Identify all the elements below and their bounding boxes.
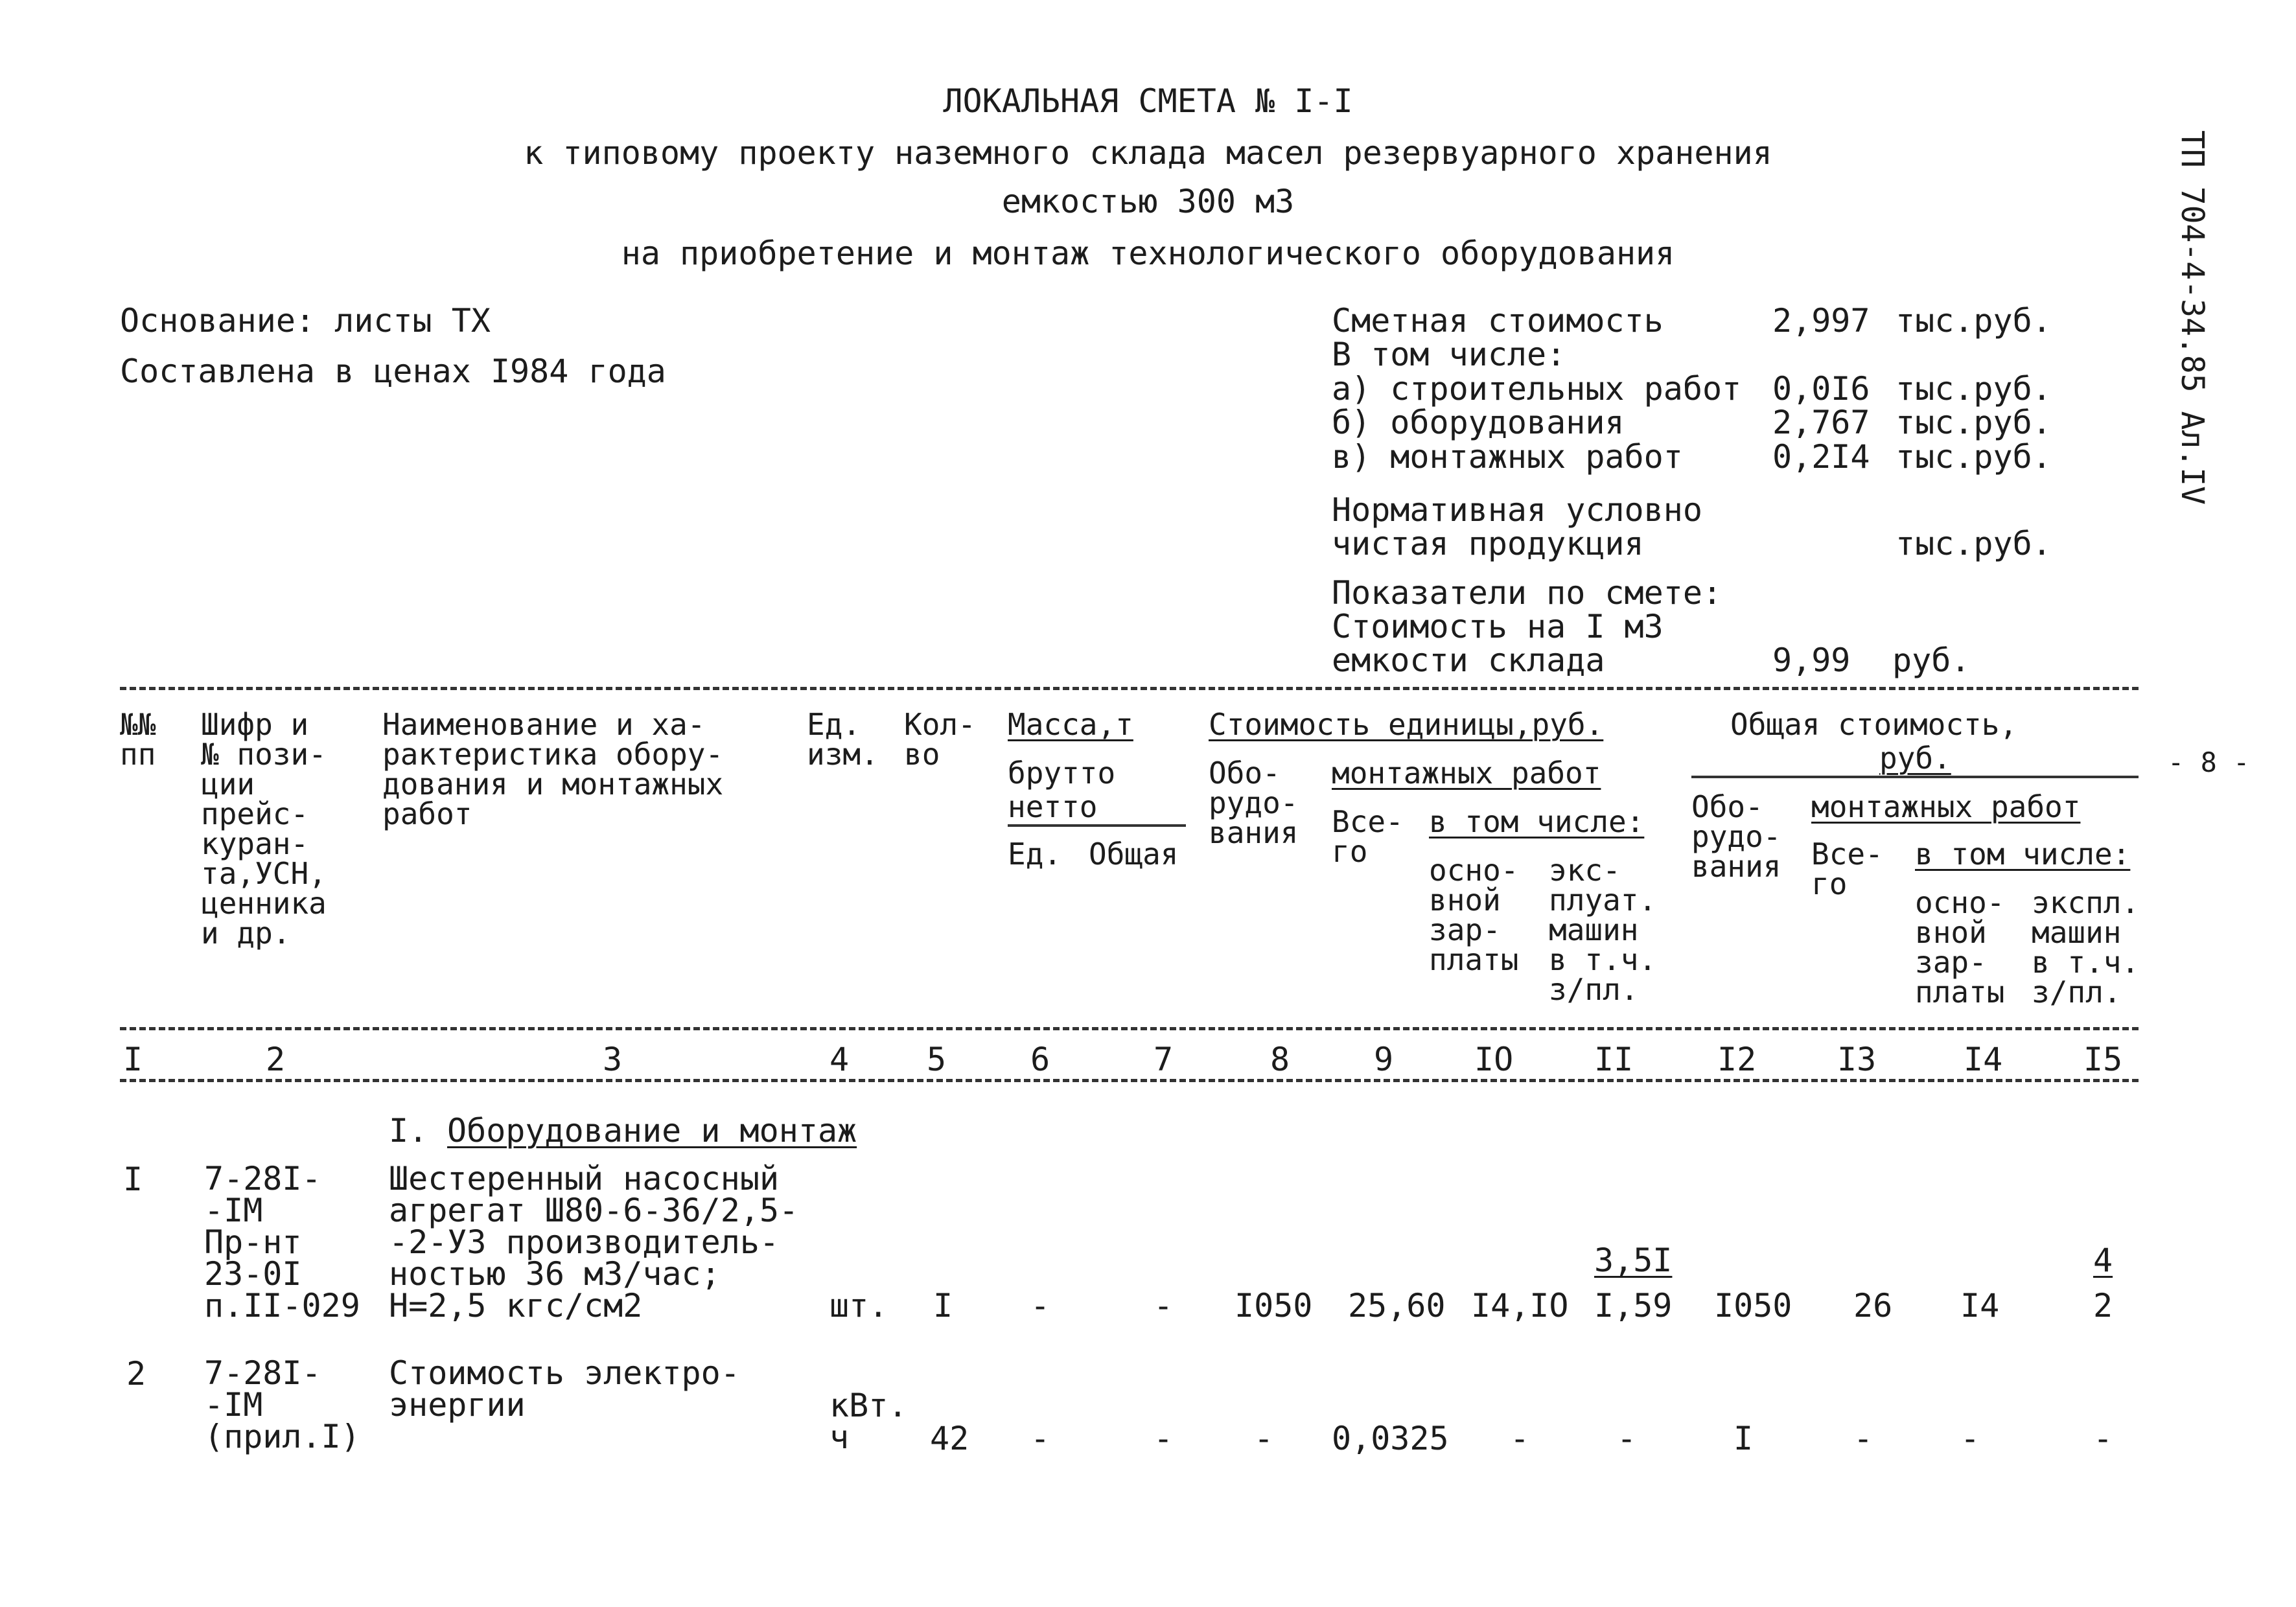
row-number: 2 <box>126 1355 146 1393</box>
side-code: ТП 704-4-34.85 Ал.IV <box>2174 130 2210 505</box>
mounting-works-label: в) монтажных работ <box>1332 438 1683 476</box>
row-machines: I,59 <box>1594 1287 1673 1324</box>
column-number: I3 <box>1837 1041 1877 1078</box>
row-mass-unit: - <box>1030 1420 1050 1457</box>
column-number: 5 <box>927 1041 947 1078</box>
row-machines-pay: 3,5I <box>1594 1242 1673 1279</box>
header-mass: Масса,т <box>1008 707 1133 742</box>
equipment-unit: тыс.руб. <box>1896 404 2052 441</box>
document-capacity: емкостью 300 м3 <box>1001 183 1295 220</box>
mass-divider <box>1008 824 1186 827</box>
header-mass-brutto: брутто <box>1008 756 1116 791</box>
row-number: I <box>123 1161 143 1198</box>
row-equipment-cost: I050 <box>1235 1287 1313 1324</box>
column-number: 9 <box>1374 1041 1394 1078</box>
basis-sheets: Основание: листы ТХ <box>120 302 491 340</box>
header-total-mount-total: Все- го <box>1811 837 1883 901</box>
row-base-pay: - <box>1510 1420 1530 1457</box>
section-title: Оборудование и монтаж <box>447 1112 857 1150</box>
equipment-label: б) оборудования <box>1332 404 1625 441</box>
basis-prices: Составлена в ценах I984 года <box>120 353 666 390</box>
header-mass-netto: нетто <box>1008 789 1098 824</box>
header-total-equipment: Обо- рудо- вания <box>1691 789 1781 884</box>
header-unit: Ед. изм. <box>807 707 879 772</box>
column-number: I2 <box>1717 1041 1757 1078</box>
row-total-base-pay: I4 <box>1960 1287 2000 1324</box>
row-mount-total: 0,0325 <box>1332 1420 1449 1457</box>
row-total-machines: 2 <box>2093 1287 2113 1324</box>
header-mass-unit: Ед. <box>1008 837 1062 872</box>
header-unit-including: в том числе: <box>1429 804 1645 839</box>
page-number-mark: - 8 - <box>2168 746 2250 778</box>
column-number: II <box>1594 1041 1634 1078</box>
row-price-code: 7-28I- -IМ (прил.I) <box>204 1354 360 1455</box>
column-number: 6 <box>1030 1041 1050 1078</box>
column-number: 7 <box>1154 1041 1174 1078</box>
row-unit: шт. <box>829 1287 888 1324</box>
row-mass-total: - <box>1154 1420 1174 1457</box>
header-total-mounting: монтажных работ <box>1811 789 2081 824</box>
construction-works-label: а) строительных работ <box>1332 370 1742 408</box>
estimated-cost-label: Сметная стоимость <box>1332 302 1664 340</box>
column-numbers-rule <box>120 1079 2139 1082</box>
header-unit-mounting: монтажных работ <box>1332 756 1601 791</box>
column-number: 3 <box>603 1041 623 1078</box>
header-total-base-pay: осно- вной зар- платы <box>1915 885 2005 1010</box>
row-total-mount: 26 <box>1853 1287 1893 1324</box>
column-number: 4 <box>829 1041 850 1078</box>
cost-per-m3-unit: руб. <box>1892 642 1971 679</box>
row-unit: кВт. ч <box>829 1387 908 1456</box>
document-purpose: на приобретение и монтаж технологического оборудования <box>621 235 1675 272</box>
column-number: I5 <box>2083 1041 2123 1078</box>
header-quantity: Кол- во <box>904 707 976 772</box>
row-total-mount: - <box>1853 1420 1873 1457</box>
column-number: 2 <box>266 1041 286 1078</box>
row-mass-total: - <box>1154 1287 1174 1324</box>
header-unit-machines: экс- плуат. машин в т.ч. з/пл. <box>1549 853 1657 1007</box>
header-unit-base-pay: осно- вной зар- платы <box>1429 853 1519 977</box>
header-mass-total: Общая <box>1089 837 1179 872</box>
row-item-name: Стоимость электро- энергии <box>389 1354 740 1424</box>
row-price-code: 7-28I- -IМ Пр-нт 23-0I п.II-029 <box>204 1160 360 1324</box>
estimated-cost-value: 2,997 <box>1772 302 1870 340</box>
column-number: IO <box>1474 1041 1514 1078</box>
row-total-base-pay: - <box>1960 1420 1980 1457</box>
side-stamp <box>2174 104 2210 531</box>
header-total-machines: экспл. машин в т.ч. з/пл. <box>2032 885 2140 1010</box>
net-production-label: чистая продукция <box>1332 525 1644 562</box>
table-header-bottom-rule <box>120 1027 2139 1030</box>
header-unit-mount-total: Все- го <box>1332 804 1404 869</box>
estimated-cost-unit: тыс.руб. <box>1896 302 2052 340</box>
net-production-unit: тыс.руб. <box>1896 525 2052 562</box>
header-price-code: Шифр и № пози- ции прейс- куран- та,УСН, ценника и др. <box>201 707 327 951</box>
header-total-including: в том числе: <box>1915 837 2131 872</box>
row-quantity: I <box>933 1287 953 1324</box>
equipment-value: 2,767 <box>1772 404 1870 441</box>
mounting-works-value: 0,2I4 <box>1772 438 1870 476</box>
mounting-works-unit: тыс.руб. <box>1896 438 2052 476</box>
header-total-cost-unit: руб. <box>1879 741 1951 776</box>
total-cost-divider <box>1691 776 2139 778</box>
header-row-number: №№ пп <box>120 707 156 772</box>
header-total-cost: Общая стоимость, <box>1730 707 2018 742</box>
row-quantity: 42 <box>930 1420 969 1457</box>
row-total-machines: - <box>2093 1420 2113 1457</box>
row-mass-unit: - <box>1030 1287 1050 1324</box>
construction-works-unit: тыс.руб. <box>1896 370 2052 408</box>
including-label: В том числе: <box>1332 336 1566 373</box>
construction-works-value: 0,0I6 <box>1772 370 1870 408</box>
document-title: ЛОКАЛЬНАЯ СМЕТА № I-I <box>943 82 1353 120</box>
indicators-label: Показатели по смете: <box>1332 574 1722 612</box>
header-item-name: Наименование и ха- рактеристика обору- дования и монтажных работ <box>382 707 724 831</box>
row-base-pay: I4,IO <box>1471 1287 1569 1324</box>
row-total-machines-pay: 4 <box>2093 1242 2113 1279</box>
column-number: 8 <box>1270 1041 1290 1078</box>
row-item-name: Шестеренный насосный агрегат Ш80-6-36/2,5- -2-У3 производитель- ностью 36 м3/час; Н=2,5 кгс/см2 <box>389 1160 799 1324</box>
document-subtitle: к типовому проекту наземного склада масел резервуарного хранения <box>524 134 1772 172</box>
row-equipment-cost: - <box>1254 1420 1274 1457</box>
normative-production-label: Нормативная условно <box>1332 491 1702 529</box>
row-total-equipment: I050 <box>1714 1287 1792 1324</box>
column-number: I4 <box>1964 1041 2003 1078</box>
table-top-rule <box>120 687 2139 690</box>
header-unit-cost: Стоимость единицы,руб. <box>1209 707 1604 742</box>
row-mount-total: 25,60 <box>1348 1287 1446 1324</box>
column-number: I <box>123 1041 143 1078</box>
row-total-equipment: I <box>1734 1420 1754 1457</box>
cost-per-m3-value: 9,99 <box>1772 642 1851 679</box>
row-machines: - <box>1617 1420 1637 1457</box>
cost-per-m3-label: Стоимость на I м3 <box>1332 608 1664 645</box>
warehouse-capacity-label: емкости склада <box>1332 642 1605 679</box>
section-number: I. <box>389 1112 428 1150</box>
header-unit-equipment: Обо- рудо- вания <box>1209 756 1299 850</box>
